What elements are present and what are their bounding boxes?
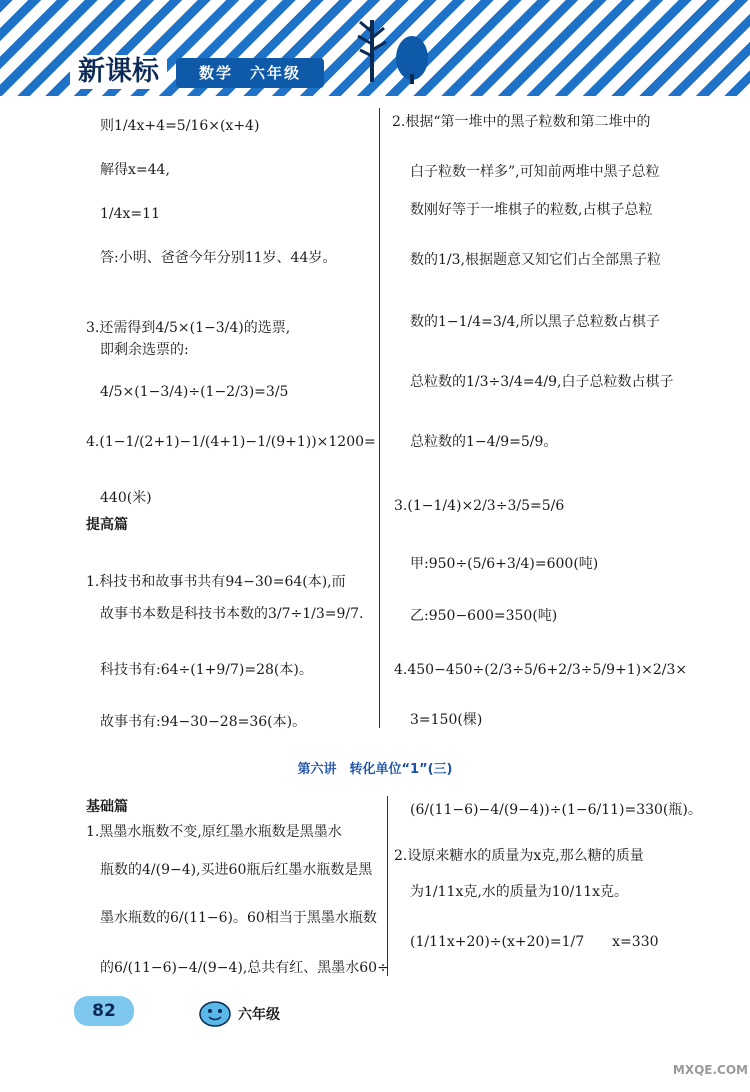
text-line: 3.还需得到4/5×(1−3/4)的选票,	[86, 320, 291, 336]
page-number-badge: 82	[74, 996, 134, 1026]
text-line: 总粒数的1/3÷3/4=4/9,白子总粒数占棋子	[410, 374, 674, 390]
subject-grade-label: 数学 六年级	[176, 58, 324, 88]
column-divider	[379, 108, 380, 728]
text-line: 即剩余选票的:	[100, 342, 189, 358]
text-line: 故事书有:94−30−28=36(本)。	[100, 714, 307, 730]
site-watermark: MXQE.COM	[672, 1063, 748, 1077]
text-line: 4.450−450÷(2/3÷5/6+2/3÷5/9+1)×2/3×	[394, 662, 688, 678]
section-title-jichu: 基础篇	[86, 799, 128, 815]
text-line: 为1/11x克,水的质量为10/11x克。	[410, 884, 629, 900]
text-line: (6/(11−6)−4/(9−4))÷(1−6/11)=330(瓶)。	[410, 802, 702, 818]
lecture-title: 第六讲 转化单位“1”(三)	[297, 762, 453, 777]
text-line: 答:小明、爸爸今年分别11岁、44岁。	[100, 250, 337, 266]
footer-grade-label: 六年级	[238, 1007, 280, 1023]
text-line: 科技书有:64÷(1+9/7)=28(本)。	[100, 662, 313, 678]
brand-title: 新课标	[70, 55, 167, 89]
text-line: (1/11x+20)÷(x+20)=1/7 x=330	[410, 934, 659, 950]
text-line: 解得x=44,	[100, 162, 170, 178]
text-line: 4.(1−1/(2+1)−1/(4+1)−1/(9+1))×1200=	[86, 434, 376, 450]
text-line: 1/4x=11	[100, 206, 160, 222]
text-line: 3.(1−1/4)×2/3÷3/5=5/6	[394, 498, 565, 514]
text-line: 则1/4x+4=5/16×(x+4)	[100, 118, 260, 134]
text-line: 2.根据“第一堆中的黑子粒数和第二堆中的	[392, 114, 651, 130]
text-line: 1.黑墨水瓶数不变,原红墨水瓶数是黑墨水	[86, 824, 342, 840]
text-line: 数的1−1/4=3/4,所以黑子总粒数占棋子	[410, 314, 660, 330]
text-line: 数的1/3,根据题意又知它们占全部黑子粒	[410, 252, 661, 268]
tree-icon	[352, 14, 432, 86]
text-line: 的6/(11−6)−4/(9−4),总共有红、黑墨水60÷	[100, 960, 389, 976]
text-line: 3=150(棵)	[410, 712, 483, 728]
text-line: 1.科技书和故事书共有94−30=64(本),而	[86, 574, 346, 590]
text-line: 故事书本数是科技书本数的3/7÷1/3=9/7.	[100, 606, 364, 622]
text-line: 4/5×(1−3/4)÷(1−2/3)=3/5	[100, 384, 289, 400]
text-line: 数刚好等于一堆棋子的粒数,占棋子总粒	[410, 202, 653, 218]
text-line: 总粒数的1−4/9=5/9。	[410, 434, 558, 450]
column-divider	[387, 796, 388, 976]
text-line: 白子粒数一样多”,可知前两堆中黑子总粒	[410, 164, 660, 180]
text-line: 440(米)	[100, 490, 152, 506]
text-line: 甲:950÷(5/6+3/4)=600(吨)	[410, 556, 599, 572]
mascot-icon	[198, 998, 232, 1028]
section-title-tigao: 提高篇	[86, 517, 128, 533]
text-line: 瓶数的4/(9−4),买进60瓶后红墨水瓶数是黑	[100, 862, 373, 878]
text-line: 乙:950−600=350(吨)	[410, 608, 558, 624]
text-line: 2.设原来糖水的质量为x克,那么糖的质量	[394, 848, 644, 864]
text-line: 墨水瓶数的6/(11−6)。60相当于黑墨水瓶数	[100, 910, 377, 926]
